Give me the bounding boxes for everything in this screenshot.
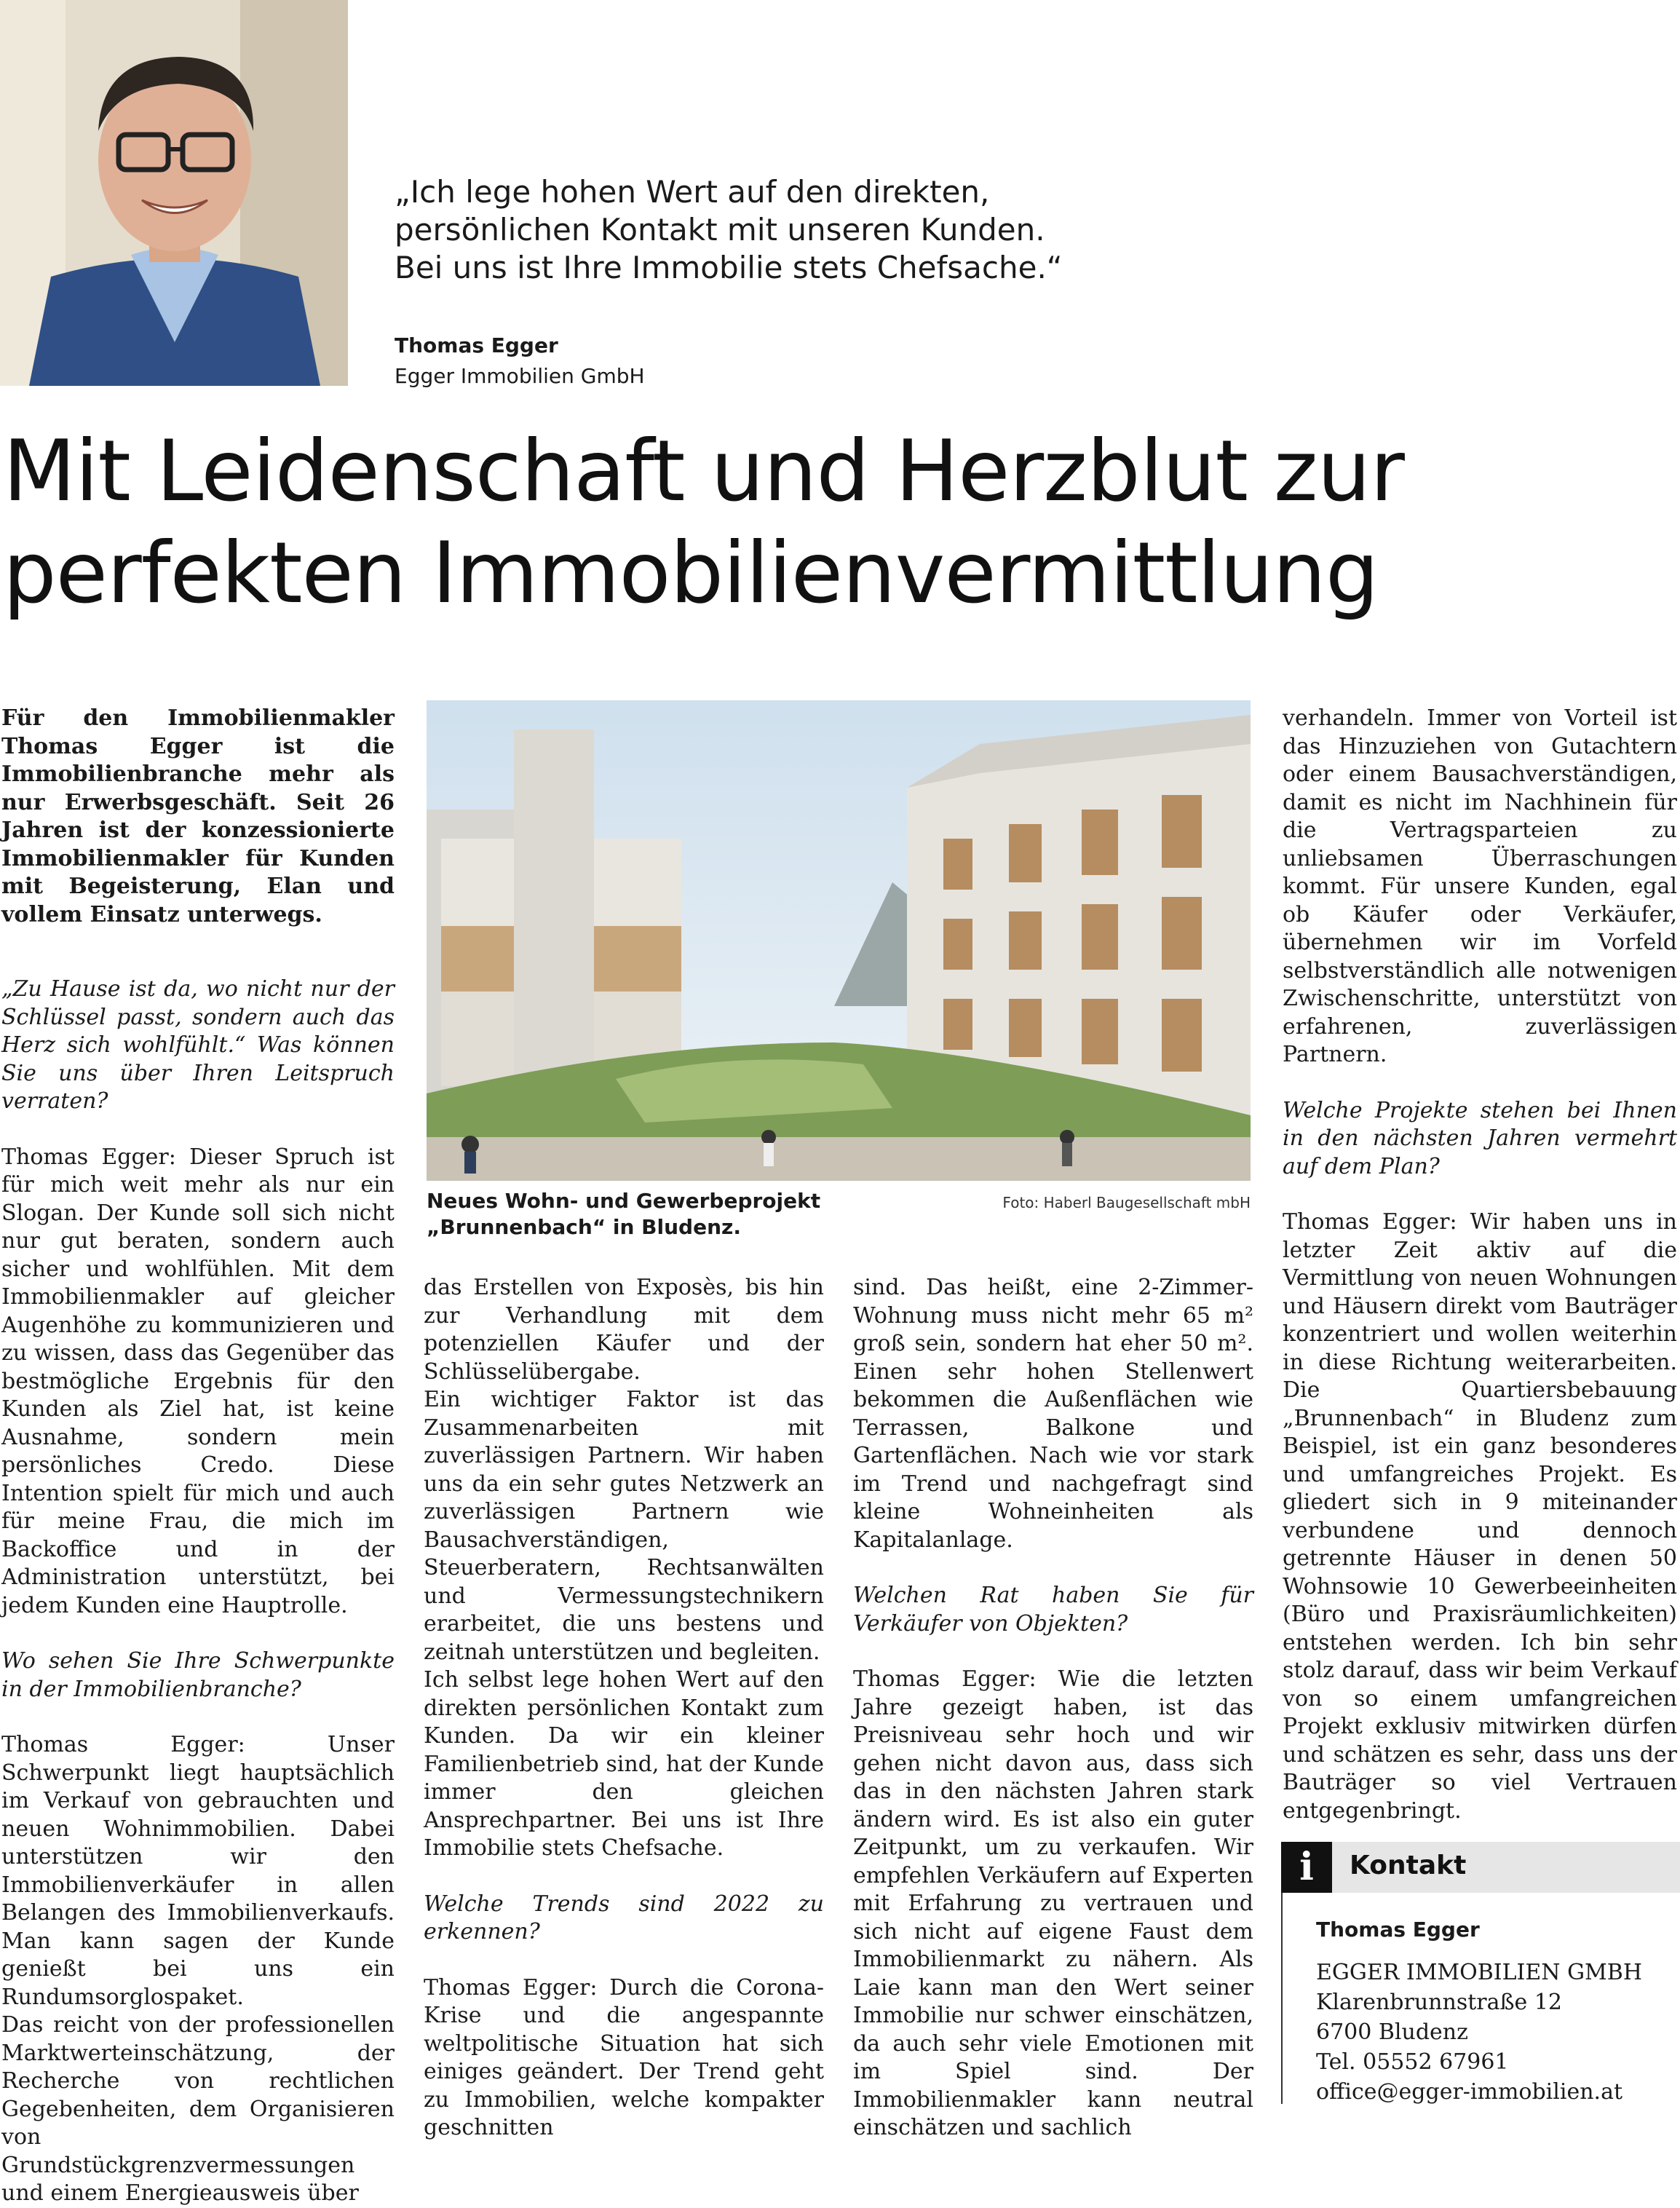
interview-answer: Das reicht von der professionellen Marktwerteinschätzung, der Recherche von rechtlichen Gegebenheiten, dem Organisieren von Grundstückgrenzvermessungen und einem Energieausweis über (1, 2012, 395, 2206)
caption-text (427, 1188, 980, 1240)
contact-email[interactable]: office@egger-immobilien.at (1316, 2079, 1623, 2105)
interview-answer: Thomas Egger: Dieser Spruch ist für mich weit mehr als nur ein Slogan. Der Kunde soll sich nicht nur gut beraten, sondern auch sicher und wohlfühlen. Mit dem Immobilienmakler auf gleicher Augenhöhe zu kommunizieren und zu wissen, dass das Gegenüber das bestmögliche Ergebnis für den Kunden als Ziel hat, ist keine Ausnahme, sondern mein persönliches Credo. Diese Intention spielt für mich und auch für meine Frau, die mich im Backoffice und in der Administration unterstützt, bei jedem Kunden eine Hauptrolle. (1, 1144, 395, 1618)
portrait-photo (0, 0, 348, 386)
article-paragraph: Ein wichtiger Faktor ist das Zusammenarbeiten mit zuverlässigen Partnern. Wir haben uns da ein sehr gutes Netzwerk an zuverlässigen Partnern wie Bausachverständigen, Steuerberatern, Rechtsanwälten und Vermessungstechnikern erarbeitet, die uns bestens und zeitnah unterstützen und begleiten. (424, 1387, 824, 1665)
interview-answer: Thomas Egger: Wie die letzten Jahre gezeigt haben, ist das Preisniveau sehr hoch und wir gehen nicht davon aus, dass sich das in den nächsten Jahren stark ändern wird. Es ist also ein guter Zeitpunkt, um zu verkaufen. Wir empfehlen Verkäufern auf Experten mit Erfahrung zu vertrauen und sich nicht auf eigene Faust dem Immobilienmarkt zu nähern. Als Laie kann man den Wert seiner Immobilie nur schwer einschätzen, da auch sehr viele Emotionen mit im Spiel sind. Der Immobilienmakler kann neutral einschätzen und sachlich (853, 1666, 1253, 2140)
article-paragraph: Ich selbst lege hohen Wert auf den direkten persönlichen Kontakt zum Kunden. Da wir ein kleiner Familienbetrieb sind, hat der Kunde immer den gleichen Ansprechpartner. Bei uns ist Ihre Immobilie stets Chefsache. (424, 1667, 824, 1861)
contact-city: 6700 Bludenz (1316, 2019, 1468, 2045)
quote-line: persönlichen Kontakt mit unseren Kunden. (395, 212, 1045, 248)
image-caption (427, 1188, 1251, 1239)
article-column-1 (1, 705, 395, 2208)
caption-line-1: Neues Wohn- und Gewerbeprojekt (427, 1189, 821, 1213)
interview-question: Wo sehen Sie Ihre Schwerpunkte in der Immobilienbranche? (1, 1648, 395, 1702)
pull-quote (395, 173, 1195, 287)
interview-question: Welche Projekte stehen bei Ihnen in den nächsten Jahren vermehrt auf dem Plan? (1283, 1097, 1677, 1179)
interview-question: Welchen Rat haben Sie für Verkäufer von Objekten? (853, 1583, 1253, 1637)
article-column-3 (853, 1274, 1253, 2142)
article-column-2 (424, 1274, 824, 2142)
quote-author: Thomas Egger (395, 333, 558, 357)
interview-answer: Thomas Egger: Durch die Corona-Krise und die angespannte weltpolitische Situation hat sich einiges geändert. Der Trend geht zu Immobilien, welche kompakter geschnitten (424, 1974, 824, 2140)
quote-line: Bei uns ist Ihre Immobilie stets Chefsache.“ (395, 250, 1063, 285)
contact-phone: Tel. 05552 67961 (1316, 2049, 1509, 2075)
quote-line: „Ich lege hohen Wert auf den direkten, (395, 174, 990, 210)
contact-details (1316, 1915, 1642, 2107)
article-column-4 (1283, 705, 1677, 1825)
interview-question: „Zu Hause ist da, wo nicht nur der Schlüssel passt, sondern auch das Herz sich wohlfühlt.“ Was können Sie uns über Ihren Leitspruch verraten? (1, 976, 395, 1114)
article-paragraph: das Erstellen von Exposès, bis hin zur Verhandlung mit dem potenziellen Käufer und der Schlüsselübergabe. (424, 1275, 824, 1385)
portrait-illustration (0, 0, 348, 386)
headline-line-1: Mit Leidenschaft und Herzblut zur (3, 422, 1404, 521)
contact-box (1281, 1842, 1680, 2104)
interview-answer: Thomas Egger: Wir haben uns in letzter Zeit aktiv auf die Vermittlung von neuen Wohnungen und Häusern direkt vom Bauträger konzentriert und wollen weiterhin in diese Richtung weiterarbeiten. Die Quartiersbebauung „Brunnenbach“ in Bludenz zum Beispiel, ist ein ganz besonderes und umfangreiches Projekt. Es gliedert sich in 9 miteinander verbundene und dennoch getrennte Häuser in denen 50 Wohnsowie 10 Gewerbeeinheiten (Büro und Praxisräumlichkeiten) entstehen werden. Ich bin sehr stolz darauf, dass wir beim Verkauf von so einem umfangreichen Projekt exklusiv mitwirken dürfen und schätzen es sehr, dass uns der Bauträger so viel Vertrauen entgegenbringt. (1283, 1209, 1677, 1824)
building-rendering-illustration (427, 700, 1251, 1181)
quote-company: Egger Immobilien GmbH (395, 364, 645, 388)
building-rendering (427, 700, 1251, 1181)
interview-answer: Thomas Egger: Unser Schwerpunkt liegt hauptsächlich im Verkauf von gebrauchten und neuen Wohnimmobilien. Dabei unterstützen wir den Immobilienverkäufer in allen Belangen des Immobilienverkaufs. Man kann sagen der Kunde genießt bei uns ein Rundumsorglospaket. (1, 1732, 395, 2010)
info-icon: i (1281, 1842, 1332, 1893)
contact-header (1281, 1842, 1680, 1893)
caption-line-2: „Brunnenbach“ in Bludenz. (427, 1215, 741, 1239)
contact-title: Kontakt (1350, 1851, 1467, 1880)
contact-street: Klarenbrunnstraße 12 (1316, 1990, 1562, 2015)
article-paragraph: verhandeln. Immer von Vorteil ist das Hinzuziehen von Gutachtern oder einem Bausachverständigen, damit es nicht im Nachhinein für die Vertragsparteien zu unliebsamen Überraschungen kommt. Für unsere Kunden, egal ob Käufer oder Verkäufer, übernehmen wir im Vorfeld selbstverständlich alle notwenigen Zwischenschritte, unterstützt von erfahrenen, zuverlässigen Partnern. (1283, 705, 1677, 1067)
photo-credit: Foto: Haberl Baugesellschaft mbH (1002, 1194, 1251, 1211)
article-lead: Für den Immobilienmakler Thomas Egger ist die Immobilienbranche mehr als nur Erwerbsgeschäft. Seit 26 Jahren ist der konzessionierte Immobilienmakler für Kunden mit Begeisterung, Elan und vollem Einsatz unterwegs. (1, 705, 395, 927)
contact-divider (1281, 1893, 1283, 2104)
interview-question: Welche Trends sind 2022 zu erkennen? (424, 1891, 824, 1944)
contact-name: Thomas Egger (1316, 1918, 1480, 1942)
contact-company: EGGER IMMOBILIEN GMBH (1316, 1960, 1642, 1985)
headline (3, 421, 1677, 625)
headline-line-2: perfekten Immobilienvermittlung (3, 524, 1379, 622)
article-paragraph: sind. Das heißt, eine 2-Zimmer-Wohnung muss nicht mehr 65 m² groß sein, sondern hat eher 50 m². Einen sehr hohen Stellenwert bekommen die Außenflächen wie Terrassen, Balkone und Gartenflächen. Nach wie vor stark im Trend und nachgefragt sind kleine Wohneinheiten als Kapitalanlage. (853, 1275, 1253, 1553)
